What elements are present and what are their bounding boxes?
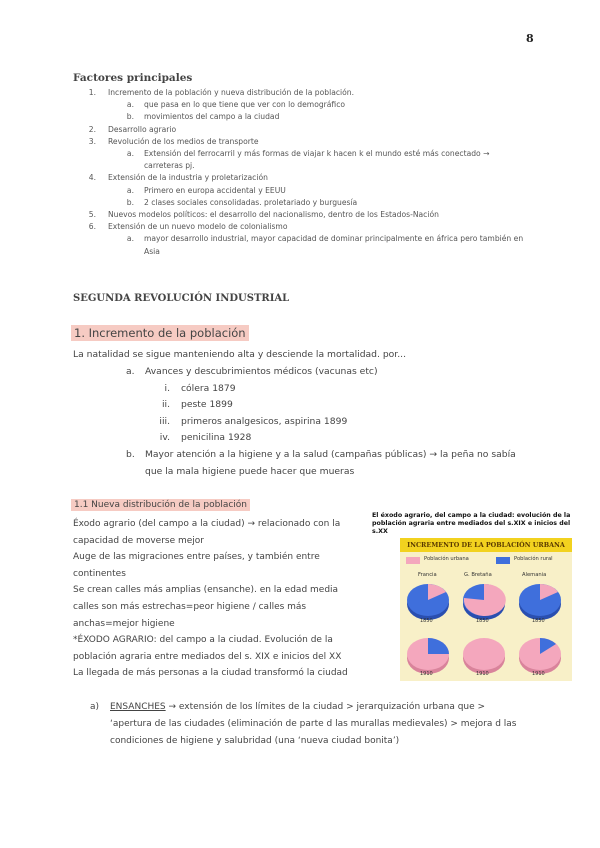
list-item: 5. Nuevos modelos políticos: el desarrollo del nacionalismo, dentro de los Estados-Nación [88, 210, 439, 220]
list-item: iv. penicilina 1928 [159, 432, 252, 444]
list-item: iii. primeros analgesicos, aspirina 1899 [159, 415, 348, 427]
pie-gbretana-1910 [463, 638, 505, 674]
list-item: a. mayor desarrollo industrial, mayor capacidad de dominar principalmente en áfrica pero también en [126, 234, 524, 244]
segunda-title: SEGUNDA REVOLUCIÓN INDUSTRIAL [73, 293, 290, 304]
figure-banner: INCREMENTO DE LA POBLACIÓN URBANA [400, 538, 572, 552]
paragraph-line: condiciones de higiene y salubridad (una ‘nueva ciudad bonita’) [110, 736, 400, 746]
year-label: 1910 [532, 671, 545, 677]
list-item: b. Mayor atención a la higiene y a la salud (campañas públicas) → la peña no sabía [126, 448, 516, 460]
figure-caption: El éxodo agrario, del campo a la ciudad: evolución de la población agraria entre mediados del s.XIX e inicios del s.XX [372, 512, 571, 535]
subsection-heading: 1.1 Nueva distribución de la población [71, 500, 250, 510]
paragraph-line: continentes [73, 568, 126, 579]
paragraph-line: Auge de las migraciones entre países, y también entre [73, 552, 320, 563]
paragraph-line: anchas=mejor higiene [73, 618, 175, 629]
list-item: a. Primero en europa accidental y EEUU [126, 185, 286, 195]
legend-swatch-urban [406, 557, 420, 564]
country-label: Francia [418, 572, 437, 578]
list-item-continuation: que la mala higiene puede hacer que mueras [145, 465, 355, 477]
list-item: a. que pasa en lo que tiene que ver con lo demográfico [126, 100, 346, 110]
list-item: 1. Incremento de la población y nueva distribución de la población. [88, 88, 355, 97]
country-label: Alemania [522, 572, 547, 578]
list-item: i. cólera 1879 [164, 382, 236, 394]
pie-gbretana-1850 [463, 584, 506, 620]
paragraph-line: Éxodo agrario (del campo a la ciudad) → relacionado con la [73, 519, 341, 529]
figure-image [400, 538, 572, 681]
factores-title: Factores principales [73, 72, 193, 84]
factores-list [90, 87, 530, 258]
subsection-body [73, 516, 365, 682]
list-item: 6. Extensión de un nuevo modelo de colonialismo [88, 222, 288, 232]
year-label: 1910 [420, 671, 433, 677]
paragraph-line: población agraria entre mediados del s. XIX e inicios del XX [73, 651, 342, 662]
list-item-continuation: Asia [144, 246, 160, 256]
year-label: 1850 [476, 618, 489, 624]
list-marker: a) [90, 702, 100, 712]
list-item: 4. Extensión de la industria y proletarización [88, 173, 268, 183]
legend-label-rural: Población rural [514, 556, 553, 562]
legend-label-urban: Población urbana [424, 556, 469, 562]
list-item: ii. peste 1899 [161, 399, 233, 411]
list-item: 2. Desarrollo agrario [88, 124, 177, 134]
legend-swatch-rural [496, 557, 510, 564]
section1-list [126, 364, 546, 480]
paragraph-line: La llegada de más personas a la ciudad transformó la ciudad [73, 668, 348, 679]
paragraph-line: *ÉXODO AGRARIO: del campo a la ciudad. Evolución de la [73, 635, 333, 646]
paragraph-line: Se crean calles más amplias (ensanche). en la edad media [73, 585, 339, 596]
pie-alemania-1850 [519, 584, 561, 620]
pie-charts [400, 578, 572, 681]
page-number: 8 [526, 32, 534, 45]
list-item: a. Extensión del ferrocarril y más formas de viajar k hacen k el mundo esté más conectado → [126, 149, 490, 159]
list-item: b. movimientos del campo a la ciudad [126, 112, 280, 122]
ensanches-item: a) ENSANCHES → extensión de los límites de la ciudad > jerarquización urbana que > ‘apertura de las ciudades (eliminación de parte d las murallas medievales) > mejora d las condiciones de higiene y salubridad (una ‘nueva ciudad bonita’) [90, 699, 540, 750]
year-label: 1850 [420, 618, 433, 624]
section-heading: 1. Incremento de la población [71, 326, 249, 340]
ensanches-keyword: ENSANCHES [110, 702, 166, 712]
year-label: 1850 [532, 618, 545, 624]
list-item: b. 2 clases sociales consolidadas. proletariado y burguesía [126, 197, 358, 207]
list-item: 3. Revolución de los medios de transporte [88, 136, 259, 146]
year-label: 1910 [476, 671, 489, 677]
list-item: a. Avances y descubrimientos médicos (vacunas etc) [126, 366, 378, 377]
section-intro: La natalidad se sigue manteniendo alta y desciende la mortalidad. por... [73, 349, 407, 360]
paragraph-line: capacidad de moverse mejor [73, 535, 204, 546]
pie-alemania-1910 [519, 638, 561, 674]
country-label: G. Bretaña [464, 572, 492, 578]
paragraph-line: ‘apertura de las ciudades (eliminación de parte d las murallas medievales) > mejora d las [110, 719, 517, 729]
pie-francia-1910 [407, 638, 449, 674]
paragraph-line: calles son más estrechas=peor higiene / calles más [73, 601, 307, 612]
list-item-continuation: carreteras pj. [144, 161, 195, 171]
pie-francia-1850 [407, 584, 449, 620]
